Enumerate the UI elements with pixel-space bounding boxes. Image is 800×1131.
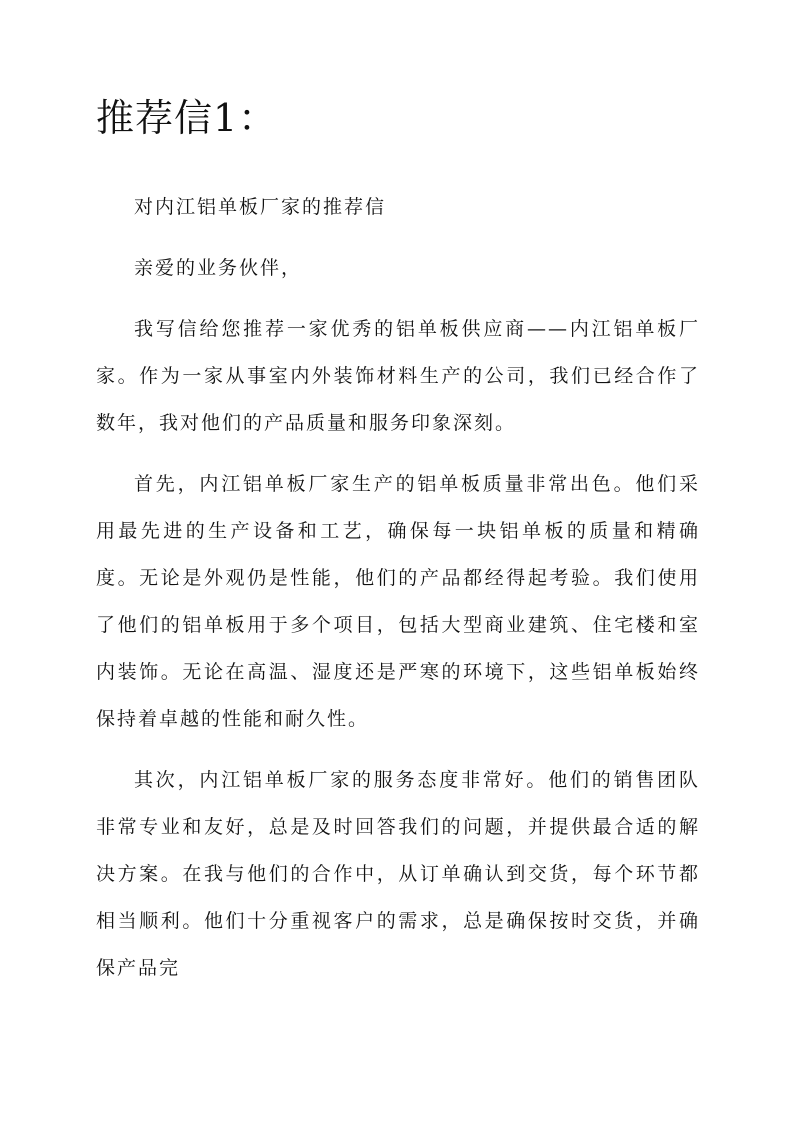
paragraph-introduction: 我写信给您推荐一家优秀的铝单板供应商——内江铝单板厂家。作为一家从事室内外装饰材料生产的公司，我们已经合作了数年，我对他们的产品质量和服务印象深刻。 <box>96 318 700 434</box>
letter-salutation: 亲爱的业务伙伴， <box>134 257 303 279</box>
document-body <box>96 184 700 1006</box>
paragraph-service: 其次，内江铝单板厂家的服务态度非常好。他们的销售团队非常专业和友好，总是及时回答我们的问题，并提供最合适的解决方案。在我与他们的合作中，从订单确认到交货，每个环节都相当顺利。他们十分重视客户的需求，总是确保按时交货，并确保产品完 <box>96 769 700 979</box>
document-heading: 推荐信1： <box>96 96 278 140</box>
letter-subject: 对内江铝单板厂家的推荐信 <box>134 196 387 218</box>
paragraph-product-quality: 首先，内江铝单板厂家生产的铝单板质量非常出色。他们采用最先进的生产设备和工艺，确保每一块铝单板的质量和精确度。无论是外观仍是性能，他们的产品都经得起考验。我们使用了他们的铝单板用于多个项目，包括大型商业建筑、住宅楼和室内装饰。无论在高温、湿度还是严寒的环境下，这些铝单板始终保持着卓越的性能和耐久性。 <box>96 473 700 730</box>
